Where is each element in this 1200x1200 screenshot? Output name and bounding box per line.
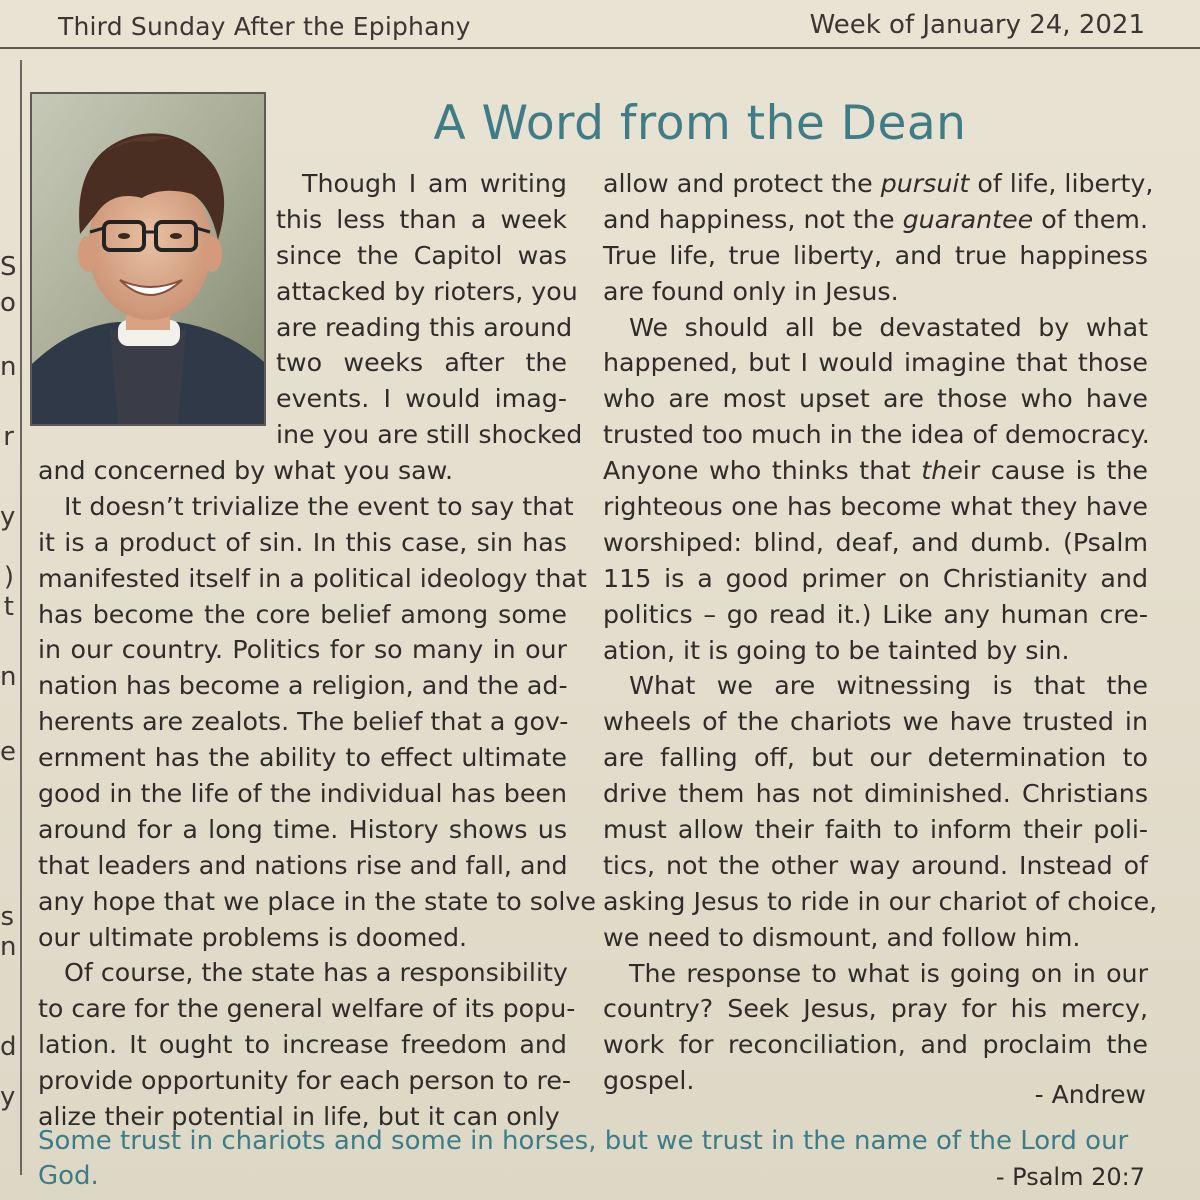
article-column-2 (603, 166, 1158, 1099)
article-text-line: around for a long time. History shows us (38, 814, 567, 844)
adjacent-column-fragment: o (0, 288, 16, 318)
adjacent-column-fragment: t (3, 592, 14, 622)
article-title: A Word from the Dean (433, 96, 967, 151)
article-text-line: manifested itself in a political ideology that (38, 563, 587, 593)
article-text-line: alize their potential in life, but it can only (38, 1102, 560, 1132)
article-signature: - Andrew (1034, 1080, 1146, 1109)
article-text-line: work for reconciliation, and proclaim the (603, 1030, 1148, 1060)
article-text-line: We should all be devastated by what (629, 312, 1148, 342)
article-text-line: that leaders and nations rise and fall, and (38, 850, 568, 880)
article-text-line: who are most upset are those who have (603, 384, 1148, 414)
adjacent-column-fragment: y (0, 502, 16, 532)
adjacent-column-fragment: s (0, 902, 14, 932)
article-text-line: True life, true liberty, and true happiness (603, 240, 1148, 270)
article-text-line: and happiness, not the guarantee of them. (603, 204, 1148, 234)
article-text-line: The response to what is going on in our (629, 958, 1148, 988)
footer-scripture-quote: Some trust in chariots and some in horses, but we trust in the name of the Lord our God. (38, 1126, 1129, 1191)
adjacent-column-fragment: e (0, 737, 16, 767)
article-text-line: provide opportunity for each person to re- (38, 1066, 572, 1096)
article-text-line: nation has become a religion, and the ad- (38, 671, 568, 701)
article-text-line: righteous one has become what they have (603, 492, 1148, 522)
article-text-line: ation, it is going to be tainted by sin. (603, 635, 1070, 665)
article-text-line: and concerned by what you saw. (38, 456, 454, 485)
article-text-line: this less than a week (276, 204, 567, 234)
article-text-line: 115 is a good primer on Christianity and (603, 563, 1148, 593)
article-text-line: gospel. (603, 1066, 695, 1096)
article-text-line: we need to dismount, and follow him. (603, 922, 1081, 952)
running-header-right: Week of January 24, 2021 (809, 10, 1145, 40)
adjacent-column-fragment: r (3, 422, 14, 452)
article-text-line: allow and protect the pursuit of life, liberty, (603, 169, 1154, 198)
article-text-line: wheels of the chariots we have trusted in (603, 707, 1148, 737)
adjacent-column-fragment: d (0, 1032, 17, 1062)
article-text-line: to care for the general welfare of its popu- (38, 994, 576, 1024)
article-text-line: drive them has not diminished. Christians (603, 779, 1148, 809)
running-header-left: Third Sunday After the Epiphany (58, 12, 471, 41)
article-text-line: Though I am writing (302, 169, 567, 198)
article-text-line: Of course, the state has a responsibility (64, 958, 568, 988)
article-text-line: trusted too much in the idea of democracy. (603, 420, 1150, 450)
article-text-line: attacked by rioters, you (276, 276, 578, 306)
article-text-line: Anyone who thinks that their cause is the (603, 456, 1148, 486)
adjacent-column-edge (0, 60, 22, 1175)
adjacent-column-fragment: n (0, 352, 17, 382)
adjacent-column-fragment: n (0, 662, 17, 692)
article-text-line: herents are zealots. The belief that a gov- (38, 707, 569, 737)
article-text-line: events. I would imag- (276, 384, 567, 414)
article-text-line: It doesn’t trivialize the event to say that (64, 491, 574, 521)
article-text-line: it is a product of sin. In this case, sin has (38, 527, 567, 557)
adjacent-column-fragment: y (0, 1082, 16, 1112)
article-text-line: worshiped: blind, deaf, and dumb. (Psalm (603, 527, 1148, 557)
article-text-line: in our country. Politics for so many in our (38, 635, 567, 665)
header-divider (0, 47, 1200, 49)
article-text-line: our ultimate problems is doomed. (38, 922, 468, 952)
article-text-line: tics, not the other way around. Instead of (603, 850, 1148, 880)
article-text-line: What we are witnessing is that the (629, 671, 1148, 701)
article-text-line: two weeks after the (276, 348, 567, 378)
article-text-line: happened, but I would imagine that those (603, 348, 1148, 378)
article-text-line: country? Seek Jesus, pray for his mercy, (603, 994, 1148, 1024)
article-text-line: must allow their faith to inform their poli- (603, 815, 1148, 845)
article-column-1 (38, 453, 596, 1135)
article-text-line: ine you are still shocked (276, 420, 583, 450)
article-text-line: politics – go read it.) Like any human cre- (603, 599, 1148, 629)
article-text-line: are falling off, but our determination to (603, 743, 1148, 773)
article-text-line: any hope that we place in the state to solve (38, 886, 596, 916)
article-column-1-wrapped (276, 166, 583, 453)
article-text-line: ernment has the ability to effect ultimate (38, 743, 567, 773)
article-text-line: are reading this around (276, 312, 573, 342)
adjacent-column-fragment: S (0, 252, 17, 282)
article-text-line: good in the life of the individual has been (38, 779, 567, 809)
portrait-illustration (32, 94, 264, 424)
article-text-line: since the Capitol was (276, 240, 567, 270)
article-text-line: asking Jesus to ride in our chariot of choice, (603, 886, 1158, 916)
adjacent-column-fragment: n (0, 932, 17, 962)
footer-scripture-reference: - Psalm 20:7 (995, 1163, 1145, 1191)
article-text-line: lation. It ought to increase freedom and (38, 1030, 567, 1060)
dean-portrait-photo (30, 92, 266, 426)
adjacent-column-fragment: ) (3, 562, 14, 592)
article-text-line: are found only in Jesus. (603, 276, 899, 306)
article-text-line: has become the core belief among some (38, 599, 567, 629)
